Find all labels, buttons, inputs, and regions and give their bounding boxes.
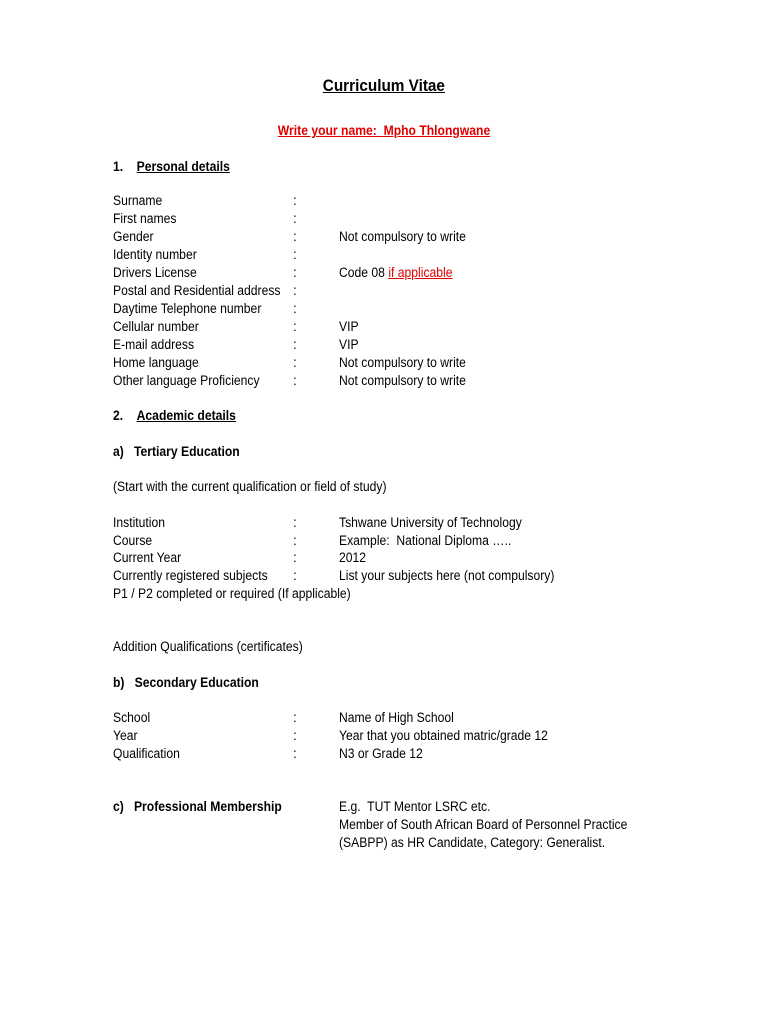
- name-prompt: Write your name: Mpho Thlongwane: [277, 123, 491, 138]
- section-academic-heading: 2. Academic details: [113, 408, 236, 423]
- tertiary-note: (Start with the current qualification or field of study): [113, 479, 387, 494]
- p1-p2-line: P1 / P2 completed or required (If applicable): [113, 586, 351, 601]
- field-row-drivers-license: Drivers License : Code 08 if applicable: [113, 265, 453, 280]
- professional-line-2: Member of South African Board of Personnel Practice: [339, 817, 628, 832]
- document-title: Curriculum Vitae: [322, 76, 446, 95]
- additional-qualifications: Addition Qualifications (certificates): [113, 639, 303, 654]
- field-row-institution: Institution : Tshwane University of Technology: [113, 515, 522, 530]
- professional-line-3: (SABPP) as HR Candidate, Category: Generalist.: [339, 835, 606, 850]
- field-row-registered-subjects: Currently registered subjects : List your subjects here (not compulsory): [113, 568, 555, 583]
- field-row-home-language: Home language : Not compulsory to write: [113, 355, 466, 370]
- subsection-secondary-heading: b) Secondary Education: [113, 675, 259, 690]
- field-row-first-names: First names :: [113, 211, 297, 226]
- drivers-license-value: Code 08: [339, 265, 389, 280]
- field-row-school: School : Name of High School: [113, 710, 454, 725]
- field-row-address: Postal and Residential address :: [113, 283, 297, 298]
- field-row-year: Year : Year that you obtained matric/grade 12: [113, 728, 548, 743]
- field-row-identity-number: Identity number :: [113, 247, 297, 262]
- professional-line-1: E.g. TUT Mentor LSRC etc.: [339, 799, 491, 814]
- field-row-email: E-mail address : VIP: [113, 337, 359, 352]
- field-row-qualification: Qualification : N3 or Grade 12: [113, 746, 423, 761]
- section-personal-heading: 1. Personal details: [113, 159, 230, 174]
- field-row-cellular-number: Cellular number : VIP: [113, 319, 359, 334]
- subsection-tertiary-heading: a) Tertiary Education: [113, 444, 240, 459]
- field-row-current-year: Current Year : 2012: [113, 550, 367, 565]
- subsection-professional-heading: c) Professional Membership: [113, 799, 282, 814]
- field-row-gender: Gender : Not compulsory to write: [113, 229, 466, 244]
- field-row-daytime-telephone: Daytime Telephone number :: [113, 301, 297, 316]
- field-row-other-language: Other language Proficiency : Not compulsory to write: [113, 373, 466, 388]
- field-row-course: Course : Example: National Diploma …..: [113, 533, 512, 548]
- if-applicable-note: if applicable: [388, 265, 453, 280]
- field-row-surname: Surname :: [113, 193, 297, 208]
